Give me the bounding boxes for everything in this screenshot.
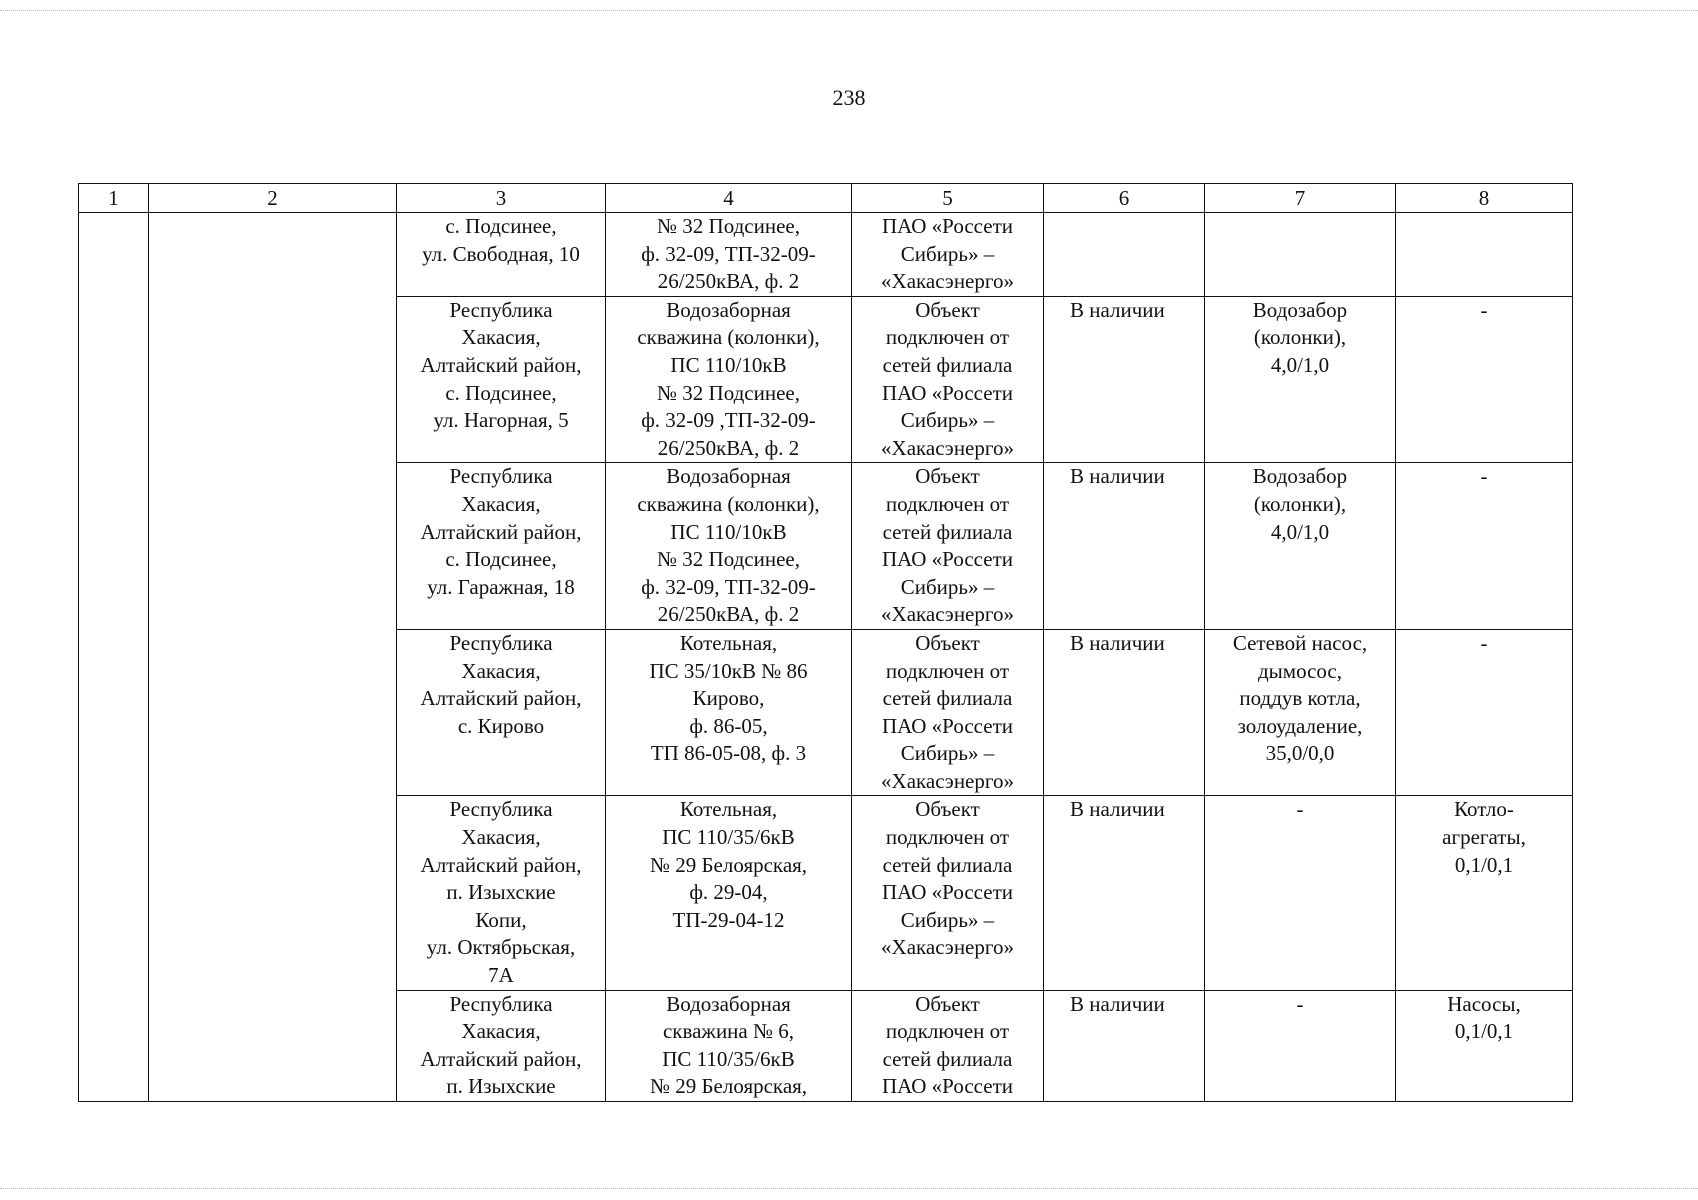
cell-text-line: Хакасия, [461, 1019, 541, 1044]
cell-col6 [1044, 296, 1205, 463]
cell-text-line: «Хакасэнерго» [881, 935, 1014, 960]
cell-text-line: ТП 86-05-08, ф. 3 [650, 741, 807, 766]
cell-text-line: ПАО «Россети [881, 713, 1013, 738]
cell-col8 [1396, 629, 1573, 796]
column-header-8: 8 [1396, 184, 1573, 213]
cell-col7 [1205, 629, 1396, 796]
cell-text-line: Водозабор [1252, 464, 1348, 489]
cell-text-line: № 29 Белоярская, [649, 1074, 808, 1099]
cell-text-line: ПС 110/35/6кВ [662, 825, 795, 850]
cell-text-line: с. Подсинее, [445, 380, 557, 405]
cell-text-line: ПАО «Россети [881, 214, 1013, 238]
cell-text-line: 26/250кВА, ф. 2 [657, 435, 800, 460]
cell-text-line: ПАО «Россети [881, 380, 1013, 405]
header-row [79, 184, 1573, 213]
cell-text-line: ПС 110/10кВ [670, 352, 787, 377]
cell-text-line: ПАО «Россети [881, 1074, 1013, 1099]
cell-col3 [397, 296, 606, 463]
cell-col3 [397, 463, 606, 630]
cell-text-line: дымосос, [1257, 658, 1343, 683]
cell-text-line: Сибирь» – [900, 741, 995, 766]
column-header-2: 2 [149, 184, 397, 213]
cell-col6 [1044, 213, 1205, 297]
cell-text-line: № 32 Подсинее, [657, 547, 800, 572]
cell-text-line: ПС 110/35/6кВ [662, 1046, 795, 1071]
cell-col3 [397, 796, 606, 990]
cell-text-line: Хакасия, [461, 825, 541, 850]
cell-text-line: В наличии [1070, 991, 1165, 1016]
cell-text-line: агрегаты, [1442, 825, 1526, 850]
cell-text-line: ф. 32-09 ,ТП-32-09- [641, 408, 816, 433]
cell-text-line: Насосы, [1447, 991, 1521, 1016]
column-header-1: 1 [79, 184, 149, 213]
cell-text-line: «Хакасэнерго» [881, 768, 1014, 793]
column-header-6: 6 [1044, 184, 1205, 213]
cell-col5 [852, 796, 1044, 990]
cell-text-line: Республика [449, 297, 553, 322]
cell-text-line: Копи, [475, 907, 527, 932]
cell-text-line: Водозаборная [666, 297, 791, 322]
cell-text-line: подключен от [885, 825, 1010, 850]
cell-col5 [852, 990, 1044, 1101]
scan-edge-bottom [0, 1188, 1698, 1189]
cell-col3 [397, 213, 606, 297]
cell-text-line: Водозабор [1252, 297, 1348, 322]
cell-text-line: В наличии [1070, 297, 1165, 322]
cell-text-line: «Хакасэнерго» [881, 269, 1014, 294]
cell-text-line: Республика [449, 991, 553, 1016]
cell-text-line: Объект [915, 797, 980, 822]
cell-text-line: (колонки), [1253, 325, 1347, 350]
cell-text-line: Котло- [1454, 797, 1514, 822]
cell-text-line: 7А [488, 963, 514, 988]
cell-text-line: Сибирь» – [900, 907, 995, 932]
cell-text-line: подключен от [885, 658, 1010, 683]
cell-text-line: Котельная, [679, 797, 778, 822]
cell-text-line: ф. 32-09, ТП-32-09- [641, 574, 816, 599]
cell-col3 [397, 629, 606, 796]
cell-text-line: Сетевой насос, [1232, 630, 1368, 655]
cell-text-line: Водозаборная [666, 464, 791, 489]
cell-col6 [1044, 629, 1205, 796]
cell-text-line: ул. Гаражная, 18 [427, 574, 575, 599]
cell-text-line: п. Изыхские [446, 1074, 556, 1099]
column-header-4: 4 [606, 184, 852, 213]
column-header-7: 7 [1205, 184, 1396, 213]
cell-col8 [1396, 296, 1573, 463]
cell-text-line: Объект [915, 991, 980, 1016]
cell-col5 [852, 296, 1044, 463]
data-table [78, 183, 1573, 1102]
cell-text-line: Объект [915, 297, 980, 322]
cell-col4 [606, 213, 852, 297]
cell-text-line: ул. Свободная, 10 [422, 241, 580, 266]
cell-text-line: В наличии [1070, 630, 1165, 655]
cell-text-line: Алтайский район, [420, 686, 582, 711]
cell-text-line: скважина № 6, [662, 1019, 795, 1044]
cell-col7 [1205, 463, 1396, 630]
cell-text-line: «Хакасэнерго» [881, 602, 1014, 627]
cell-col5 [852, 629, 1044, 796]
cell-text-line: № 29 Белоярская, [649, 852, 808, 877]
cell-text-line: ул. Октябрьская, [426, 935, 576, 960]
cell-col4 [606, 296, 852, 463]
cell-col1-merged [79, 213, 149, 1102]
cell-text-line: сетей филиала [882, 352, 1013, 377]
cell-text-line: сетей филиала [882, 686, 1013, 711]
cell-text-line: Хакасия, [461, 491, 541, 516]
cell-text-line: 0,1/0,1 [1454, 1019, 1514, 1044]
cell-text-line: Хакасия, [461, 658, 541, 683]
cell-col8 [1396, 213, 1573, 297]
cell-text-line: В наличии [1070, 464, 1165, 489]
cell-col7 [1205, 213, 1396, 297]
cell-text-line: № 32 Подсинее, [657, 380, 800, 405]
page-number: 238 [832, 85, 866, 110]
cell-text-line: Водозаборная [666, 991, 791, 1016]
cell-text-line: сетей филиала [882, 519, 1013, 544]
cell-col5 [852, 463, 1044, 630]
cell-text-line: ПС 110/10кВ [670, 519, 787, 544]
cell-text-line: Объект [915, 464, 980, 489]
cell-col4 [606, 990, 852, 1101]
cell-text-line: золоудаление, [1237, 713, 1363, 738]
cell-text-line: - [1296, 991, 1304, 1016]
cell-text-line: Кирово, [692, 686, 765, 711]
cell-text-line: Хакасия, [461, 325, 541, 350]
cell-text-line: Алтайский район, [420, 519, 582, 544]
cell-text-line: 35,0/0,0 [1265, 741, 1335, 766]
cell-text-line: 26/250кВА, ф. 2 [657, 269, 800, 294]
cell-text-line: Сибирь» – [900, 408, 995, 433]
cell-text-line: ф. 29-04, [689, 880, 768, 905]
cell-text-line: подключен от [885, 491, 1010, 516]
cell-text-line: Алтайский район, [420, 1046, 582, 1071]
cell-text-line: п. Изыхские [446, 880, 556, 905]
cell-text-line: скважина (колонки), [637, 325, 820, 350]
cell-text-line: ул. Нагорная, 5 [433, 408, 569, 433]
cell-text-line: В наличии [1070, 797, 1165, 822]
cell-text-line: с. Подсинее, [445, 547, 557, 572]
cell-col7 [1205, 296, 1396, 463]
cell-text-line: (колонки), [1253, 491, 1347, 516]
cell-text-line: подключен от [885, 325, 1010, 350]
cell-text-line: 26/250кВА, ф. 2 [657, 602, 800, 627]
cell-text-line: 4,0/1,0 [1270, 352, 1330, 377]
column-header-5: 5 [852, 184, 1044, 213]
cell-text-line: - [1480, 630, 1488, 655]
cell-text-line: № 32 Подсинее, [657, 214, 800, 238]
cell-col7 [1205, 796, 1396, 990]
cell-text-line: Республика [449, 464, 553, 489]
cell-col3 [397, 990, 606, 1101]
cell-text-line: Алтайский район, [420, 852, 582, 877]
cell-text-line: Республика [449, 797, 553, 822]
cell-col6 [1044, 796, 1205, 990]
cell-text-line: 0,1/0,1 [1454, 852, 1514, 877]
cell-text-line: Объект [915, 630, 980, 655]
cell-text-line: ф. 86-05, [689, 713, 768, 738]
cell-text-line: Сибирь» – [900, 241, 995, 266]
cell-text-line: Республика [449, 630, 553, 655]
table-header [79, 184, 1573, 213]
cell-text-line: - [1296, 797, 1304, 822]
cell-text-line: Алтайский район, [420, 352, 582, 377]
cell-text-line: сетей филиала [882, 1046, 1013, 1071]
cell-text-line: сетей филиала [882, 852, 1013, 877]
cell-text-line: ПАО «Россети [881, 547, 1013, 572]
cell-text-line: - [1480, 297, 1488, 322]
cell-col8 [1396, 463, 1573, 630]
cell-col4 [606, 463, 852, 630]
cell-text-line: с. Подсинее, [445, 214, 557, 238]
cell-col4 [606, 629, 852, 796]
cell-text-line: Котельная, [679, 630, 778, 655]
cell-text-line: ПС 35/10кВ № 86 [649, 658, 808, 683]
cell-text-line: - [1480, 464, 1488, 489]
scan-edge-top [0, 10, 1698, 11]
cell-text-line: скважина (колонки), [637, 491, 820, 516]
cell-col7 [1205, 990, 1396, 1101]
cell-text-line: подключен от [885, 1019, 1010, 1044]
cell-col2-merged [149, 213, 397, 1102]
cell-col6 [1044, 463, 1205, 630]
cell-col8 [1396, 990, 1573, 1101]
cell-text-line: ПАО «Россети [881, 880, 1013, 905]
cell-col6 [1044, 990, 1205, 1101]
cell-text-line: поддув котла, [1239, 686, 1361, 711]
cell-text-line: ТП-29-04-12 [672, 907, 785, 932]
cell-col4 [606, 796, 852, 990]
table-body [79, 213, 1573, 1102]
cell-text-line: ф. 32-09, ТП-32-09- [641, 241, 816, 266]
cell-col8 [1396, 796, 1573, 990]
cell-text-line: 4,0/1,0 [1270, 519, 1330, 544]
cell-text-line: с. Кирово [457, 713, 545, 738]
column-header-3: 3 [397, 184, 606, 213]
cell-col5 [852, 213, 1044, 297]
cell-text-line: «Хакасэнерго» [881, 435, 1014, 460]
cell-text-line: Сибирь» – [900, 574, 995, 599]
table-row [79, 213, 1573, 297]
